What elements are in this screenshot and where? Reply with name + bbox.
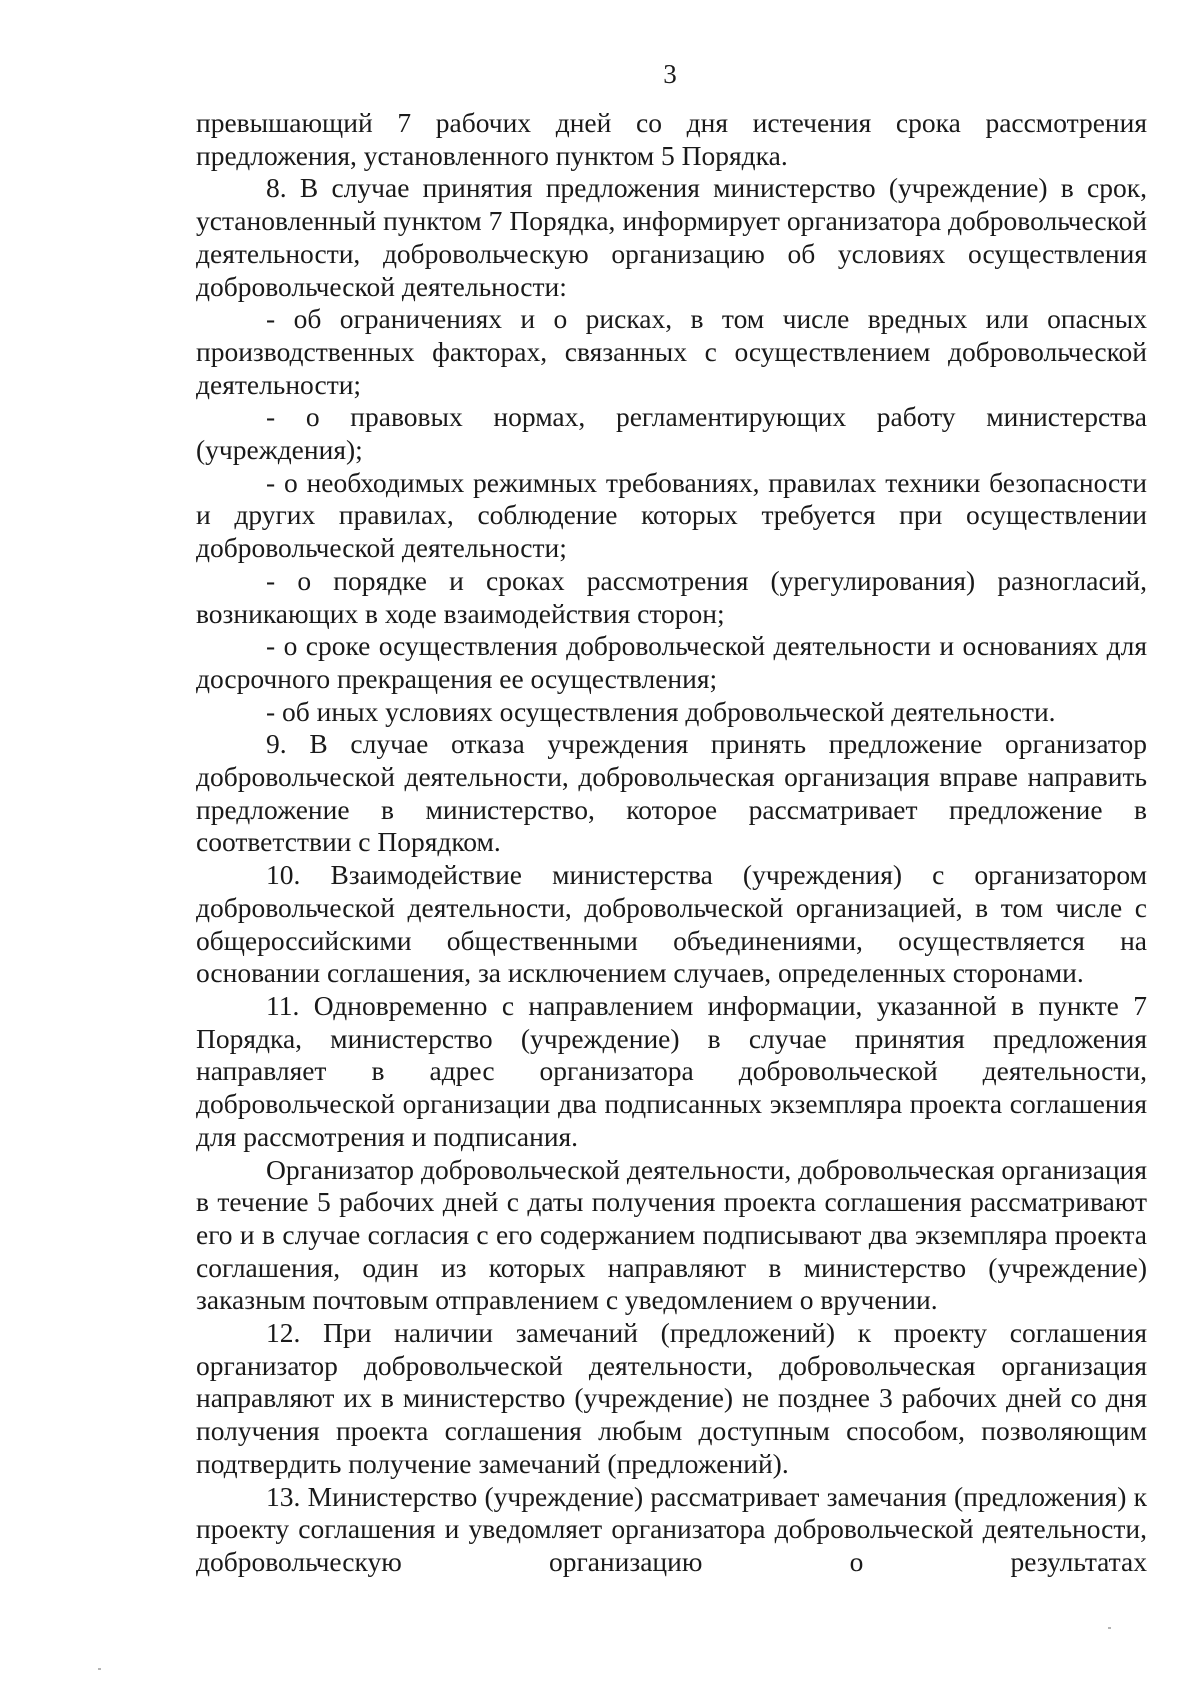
list-item: - об ограничениях и о рисках, в том числе вредных или опасных производственных факторах, связанных с осуществлением добровольческой деятельности; [196,303,1147,400]
list-item: - о правовых нормах, регламентирующих работу министерства (учреждения); [196,401,1147,466]
scan-artifact [1108,1627,1111,1629]
page-number: 3 [663,59,677,89]
paragraph: 8. В случае принятия предложения министерство (учреждение) в срок, установленный пунктом 7 Порядка, информирует организатора добровольческой деятельности, добровольческую организацию об условиях осуществления добровольческой деятельности: [196,172,1147,302]
list-item: - об иных условиях осуществления добровольческой деятельности. [266,695,1056,727]
list-item: - о необходимых режимных требованиях, правилах техники безопасности и других правилах, соблюдение которых требуется при осуществлении добровольческой деятельности; [196,466,1147,564]
paragraph: Организатор добровольческой деятельности, добровольческая организация в течение 5 рабочих дней с даты получения проекта соглашения рассматривают его и в случае согласия с его содержанием подписывают два экземпляра проекта соглашения, один из которых направляют в министерство (учреждение) заказным почтовым отправлением с уведомлением о вручении. [196,1153,1147,1316]
paragraph: 13. Министерство (учреждение) рассматривает замечания (предложения) к проекту соглашения и уведомляет организатора добровольческой деятельности, добровольческую организацию о результатах [196,1480,1147,1577]
paragraph: 10. Взаимодействие министерства (учреждения) с организатором добровольческой деятельности, добровольческой организацией, в том числе с общероссийскими общественными объединениями, осуществляется на основании соглашения, за исключением случаев, определенных сторонами. [196,859,1147,989]
list-item: - о сроке осуществления добровольческой деятельности и основаниях для досрочного прекращения ее осуществления; [196,630,1147,694]
paragraph: превышающий 7 рабочих дней со дня истечения срока рассмотрения предложения, установленного пунктом 5 Порядка. [196,107,1147,171]
scan-artifact [98,1668,101,1670]
list-item: - о порядке и сроках рассмотрения (урегулирования) разногласий, возникающих в ходе взаимодействия сторон; [196,564,1147,629]
paragraph: 11. Одновременно с направлением информации, указанной в пункте 7 Порядка, министерство (учреждение) в случае принятия предложения направляет в адрес организатора добровольческой деятельности, добровольческой организации два подписанных экземпляра проекта соглашения для рассмотрения и подписания. [196,989,1147,1152]
paragraph: 12. При наличии замечаний (предложений) к проекту соглашения организатор добровольческой деятельности, добровольческая организация направляют их в министерство (учреждение) не позднее 3 рабочих дней со дня получения проекта соглашения любым доступным способом, позволяющим подтвердить получение замечаний (предложений). [196,1317,1147,1479]
paragraph: 9. В случае отказа учреждения принять предложение организатор добровольческой деятельности, добровольческая организация вправе направить предложение в министерство, которое рассматривает предложение в соответствии с Порядком. [196,728,1147,858]
document-body [196,107,1147,1579]
